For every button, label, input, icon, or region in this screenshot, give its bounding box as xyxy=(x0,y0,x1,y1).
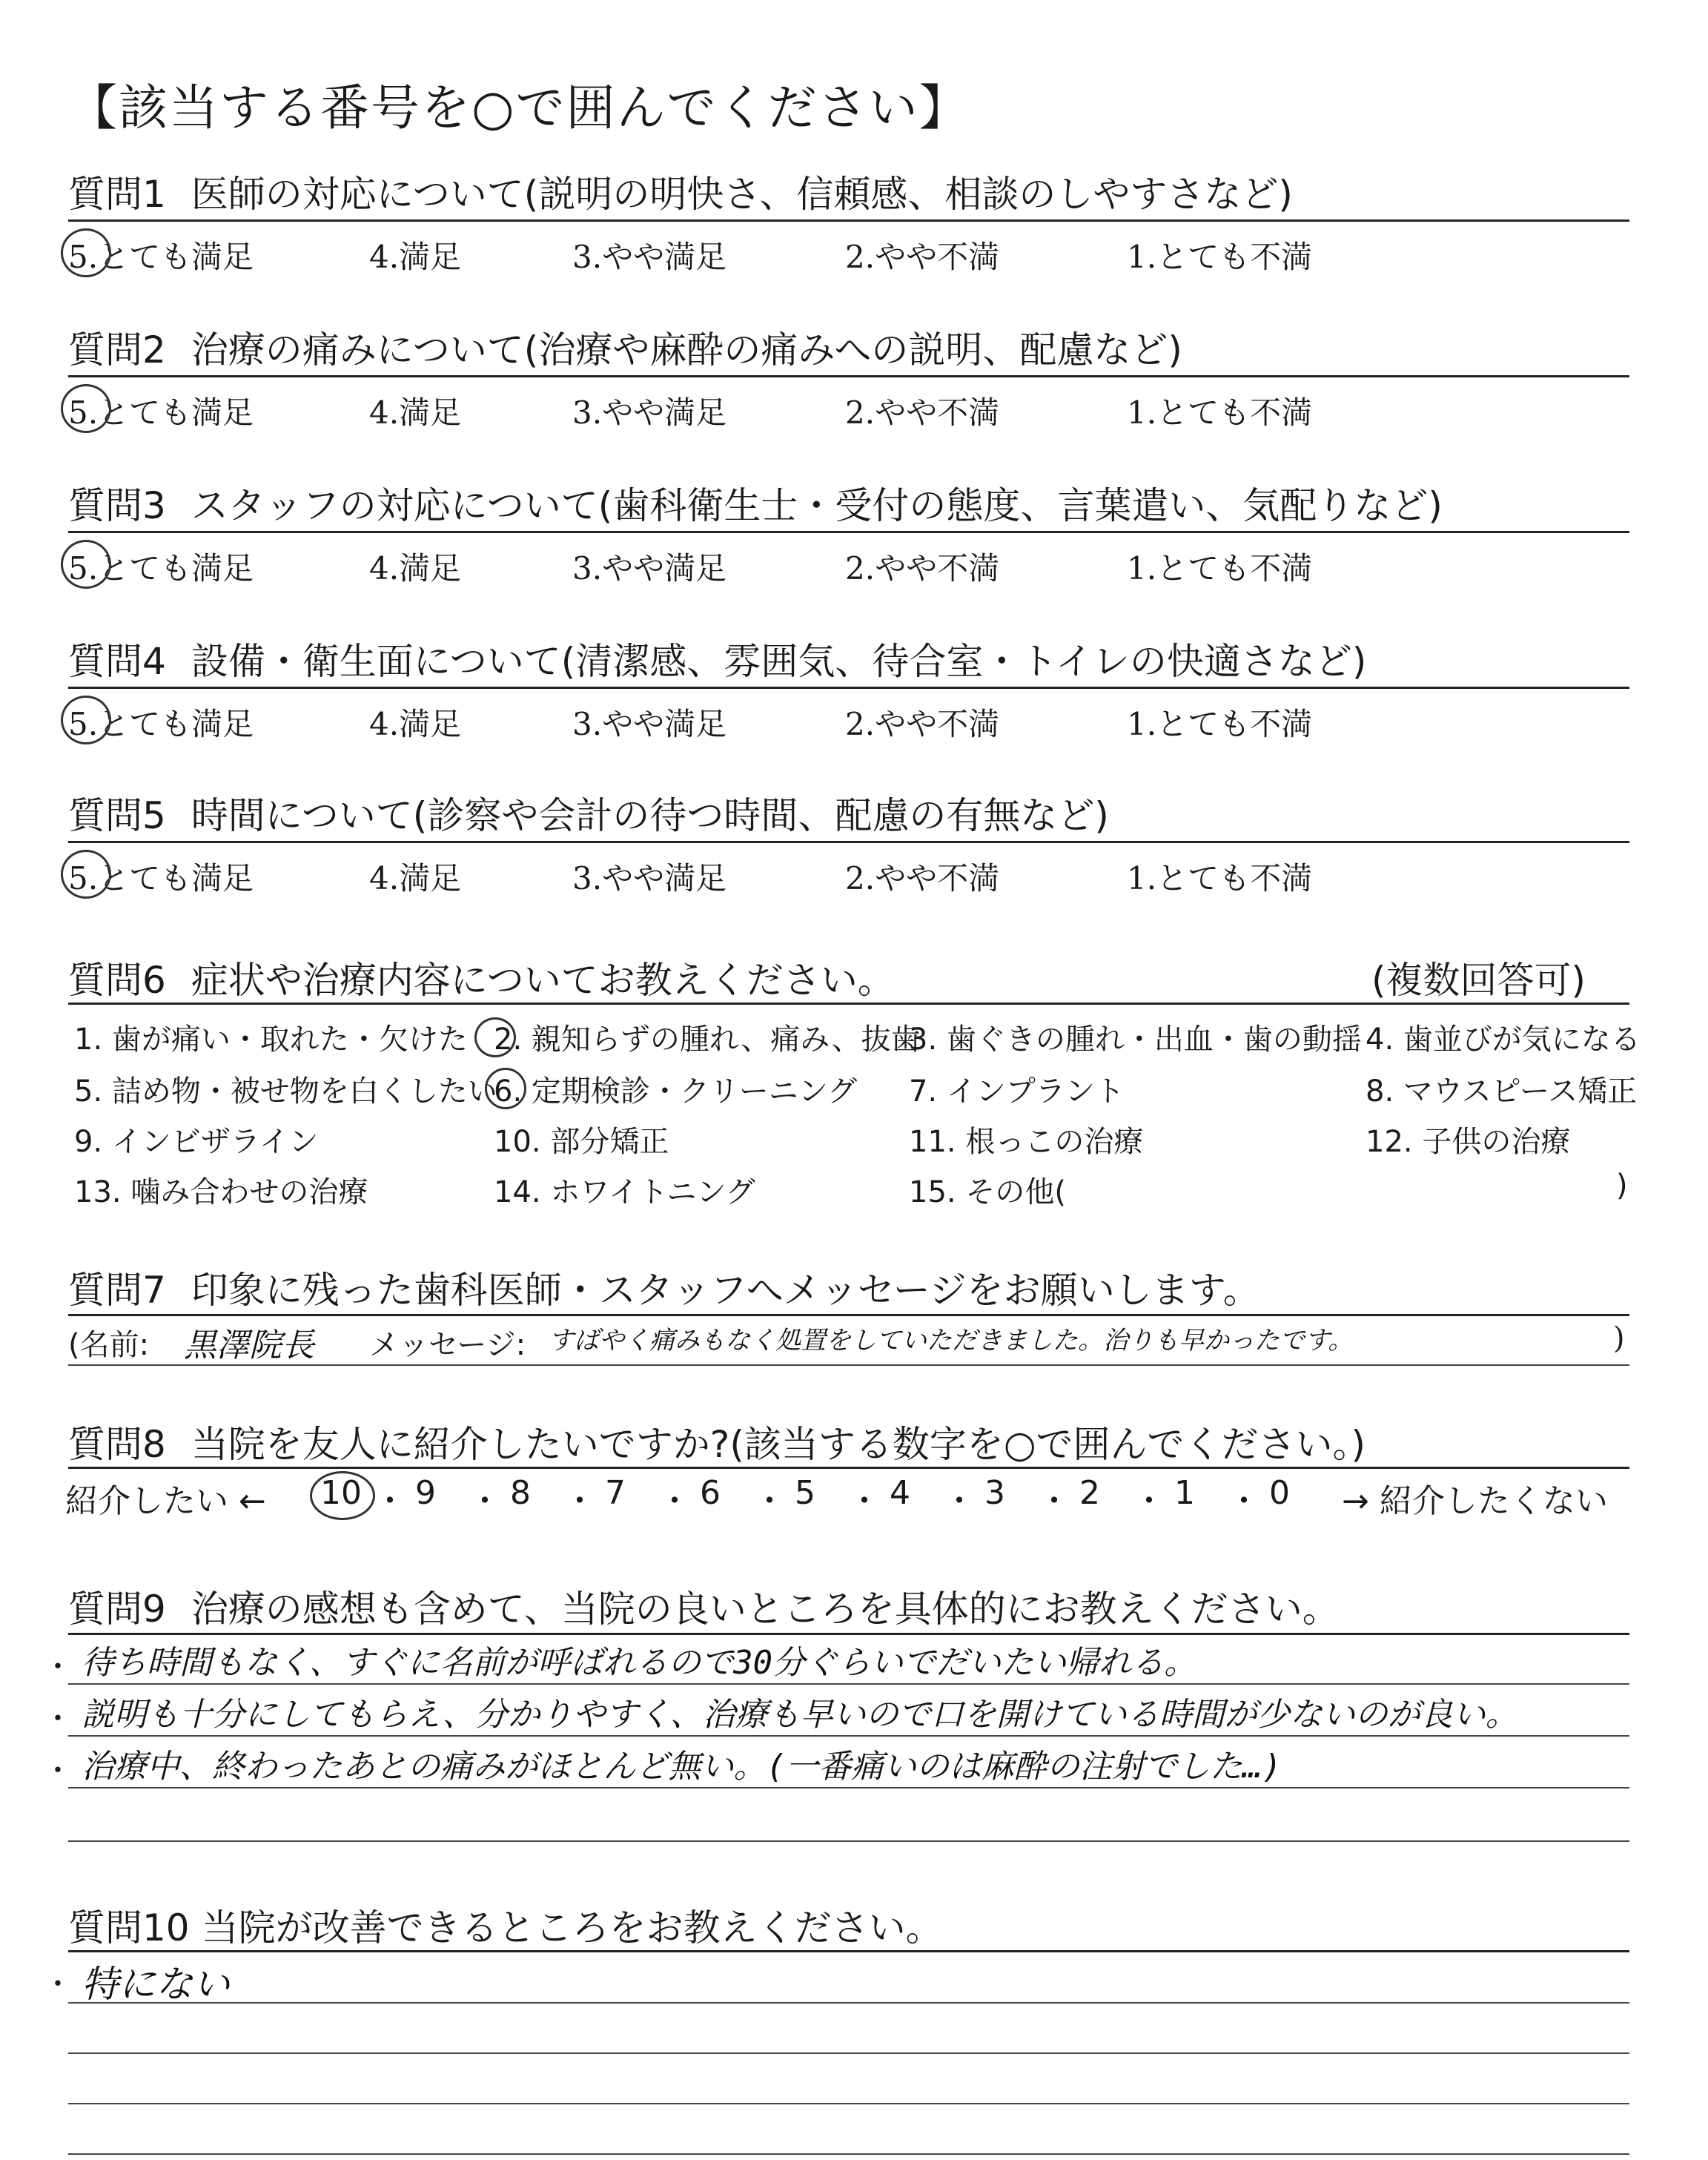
q9-rule xyxy=(68,1633,1629,1635)
q1-option[interactable]: 3.やや満足 xyxy=(572,239,727,275)
q9-answer-line xyxy=(68,1787,1629,1789)
q6-option[interactable]: 15. その他( xyxy=(909,1175,1066,1209)
q6-selected-circle-2 xyxy=(474,1017,516,1057)
q10-answer[interactable]: 特にない xyxy=(82,1963,230,2006)
q6-text: 症状や治療内容についてお教えください。 xyxy=(191,959,895,1002)
q4-option[interactable]: 1.とても不満 xyxy=(1127,706,1313,742)
q9-answer[interactable]: 説明も十分にしてもらえ、分かりやすく、治療も早いので口を開けている時間が少ないのが良い。 xyxy=(82,1696,1518,1734)
q4-option[interactable]: 5.とても満足 xyxy=(68,706,254,742)
q3-rule xyxy=(68,531,1629,533)
q3-option[interactable]: 3.やや満足 xyxy=(572,550,727,587)
q9-bullet: ・ xyxy=(43,1702,73,1736)
q6-option[interactable]: 11. 根っこの治療 xyxy=(909,1125,1144,1159)
q5-rule xyxy=(68,841,1629,843)
q2-option[interactable]: 4.満足 xyxy=(369,394,462,431)
q6-option[interactable]: 8. マウスピース矯正 xyxy=(1366,1074,1638,1109)
q1-option[interactable]: 1.とても不満 xyxy=(1127,239,1313,275)
q10-text: 当院が改善できるところをお教えください。 xyxy=(201,1906,943,1949)
q7-message-value[interactable]: すばやく痛みもなく処置をしていただきました。治りも早かったです。 xyxy=(549,1326,1354,1355)
q3-selected-circle xyxy=(61,540,111,589)
q1-option[interactable]: 4.満足 xyxy=(369,239,462,275)
q1-number: 質問1 xyxy=(68,173,166,216)
q8-scale-option[interactable]: 10 xyxy=(320,1474,362,1512)
q8-scale-dot: ・ xyxy=(1038,1482,1070,1520)
q1-text: 医師の対応について(説明の明快さ、信頼感、相談のしやすさなど) xyxy=(191,173,1293,216)
q9-answer-line xyxy=(68,1840,1629,1842)
q7-text: 印象に残った歯科医師・スタッフへメッセージをお願いします。 xyxy=(191,1269,1260,1312)
q8-scale-dot: ・ xyxy=(943,1482,976,1520)
q9-bullet: ・ xyxy=(43,1650,73,1684)
q7-name-value[interactable]: 黒澤院長 xyxy=(184,1327,314,1364)
q6-number: 質問6 xyxy=(68,959,166,1002)
q1-rule xyxy=(68,219,1629,222)
q8-rule xyxy=(68,1467,1629,1469)
q8-heading xyxy=(68,1415,1366,1468)
q5-option[interactable]: 3.やや満足 xyxy=(572,860,727,896)
q5-heading xyxy=(68,786,1109,839)
q8-scale-option[interactable]: 2 xyxy=(1079,1474,1100,1512)
q6-option[interactable]: 13. 噛み合わせの治療 xyxy=(74,1175,368,1209)
q8-scale-dot: ・ xyxy=(469,1482,501,1520)
q6-note: (複数回答可) xyxy=(1371,959,1586,1002)
q7-number: 質問7 xyxy=(68,1269,166,1312)
q2-option[interactable]: 2.やや不満 xyxy=(845,394,1000,431)
q10-answer-line xyxy=(68,2002,1629,2004)
q1-option[interactable]: 2.やや不満 xyxy=(845,239,1000,275)
q4-option[interactable]: 4.満足 xyxy=(369,706,462,742)
q4-selected-circle xyxy=(61,696,111,744)
q7-rule xyxy=(68,1314,1629,1316)
q8-scale-option[interactable]: 5 xyxy=(795,1474,815,1512)
q5-option[interactable]: 2.やや不満 xyxy=(845,860,1000,896)
q8-scale-dot: ・ xyxy=(658,1482,691,1520)
q8-scale-dot: ・ xyxy=(1228,1482,1260,1520)
q8-scale-dot: ・ xyxy=(753,1482,786,1520)
q5-option[interactable]: 1.とても不満 xyxy=(1127,860,1313,896)
q5-number: 質問5 xyxy=(68,794,166,837)
q6-option[interactable]: 9. インビザライン xyxy=(74,1125,319,1159)
q5-option[interactable]: 5.とても満足 xyxy=(68,860,254,896)
q6-option[interactable]: 6. 定期検診・クリーニング xyxy=(494,1074,858,1109)
q2-selected-circle xyxy=(61,384,111,433)
q10-answer-line xyxy=(68,2153,1629,2155)
q3-option[interactable]: 2.やや不満 xyxy=(845,550,1000,587)
q2-text: 治療の痛みについて(治療や麻酔の痛みへの説明、配慮など) xyxy=(191,328,1182,371)
q2-option[interactable]: 1.とても不満 xyxy=(1127,394,1313,431)
q4-rule xyxy=(68,687,1629,689)
q6-option[interactable]: 3. 歯ぐきの腫れ・出血・歯の動揺 xyxy=(909,1023,1362,1057)
q8-right-label: → 紹介したくない xyxy=(1342,1482,1608,1520)
q5-option[interactable]: 4.満足 xyxy=(369,860,462,896)
q3-heading xyxy=(68,476,1443,529)
q8-scale-option[interactable]: 8 xyxy=(510,1474,531,1512)
q2-rule xyxy=(68,375,1629,377)
q4-text: 設備・衛生面について(清潔感、雰囲気、待合室・トイレの快適さなど) xyxy=(191,640,1367,683)
q8-selected-circle xyxy=(310,1471,375,1520)
q8-text: 当院を友人に紹介したいですか?(該当する数字を○で囲んでください。) xyxy=(191,1423,1366,1466)
q2-heading xyxy=(68,320,1182,374)
q10-answer-line xyxy=(68,2052,1629,2054)
q9-answer[interactable]: 治療中、終わったあとの痛みがほとんど無い。(一番痛いのは麻酔の注射でした…) xyxy=(82,1748,1282,1786)
q10-heading xyxy=(68,1898,943,1952)
q3-option[interactable]: 5.とても満足 xyxy=(68,550,254,587)
q3-text: スタッフの対応について(歯科衛生士・受付の態度、言葉遣い、気配りなど) xyxy=(191,484,1443,527)
q3-option[interactable]: 4.満足 xyxy=(369,550,462,587)
q7-close-paren: ) xyxy=(1613,1321,1625,1355)
q7-message-label: メッセージ: xyxy=(369,1328,526,1362)
q8-scale-option[interactable]: 6 xyxy=(700,1474,721,1512)
q6-option[interactable]: 12. 子供の治療 xyxy=(1366,1125,1571,1159)
q6-option[interactable]: 1. 歯が痛い・取れた・欠けた xyxy=(74,1023,468,1057)
q7-heading xyxy=(68,1261,1260,1314)
q2-option[interactable]: 5.とても満足 xyxy=(68,394,254,431)
q1-selected-circle xyxy=(61,228,111,277)
q8-scale-dot: ・ xyxy=(848,1482,881,1520)
q6-other-close: ) xyxy=(1616,1169,1628,1203)
q7-name-label: (名前: xyxy=(68,1328,150,1362)
q10-bullet: ・ xyxy=(43,1967,73,2001)
q9-bullet: ・ xyxy=(43,1754,73,1788)
q8-scale-option[interactable]: 4 xyxy=(890,1474,910,1512)
q4-option[interactable]: 3.やや満足 xyxy=(572,706,727,742)
q9-heading xyxy=(68,1579,1340,1633)
q8-scale-option[interactable]: 0 xyxy=(1269,1474,1290,1512)
q6-option[interactable]: 10. 部分矯正 xyxy=(494,1125,669,1159)
q3-number: 質問3 xyxy=(68,484,166,527)
q6-option[interactable]: 14. ホワイトニング xyxy=(494,1175,755,1209)
q8-scale-option[interactable]: 1 xyxy=(1174,1474,1195,1512)
q4-option[interactable]: 2.やや不満 xyxy=(845,706,1000,742)
q9-text: 治療の感想も含めて、当院の良いところを具体的にお教えください。 xyxy=(191,1588,1340,1631)
q6-selected-circle-6 xyxy=(485,1068,526,1109)
q9-number: 質問9 xyxy=(68,1588,166,1631)
q6-option[interactable]: 2. 親知らずの腫れ、痛み、抜歯 xyxy=(494,1023,921,1057)
q6-rule xyxy=(68,1003,1629,1005)
q5-selected-circle xyxy=(61,850,111,899)
q6-heading xyxy=(68,951,895,1004)
q4-number: 質問4 xyxy=(68,640,166,683)
q8-scale-option[interactable]: 3 xyxy=(984,1474,1005,1512)
q7-underline xyxy=(68,1364,1629,1366)
q8-number: 質問8 xyxy=(68,1423,166,1466)
q8-scale-dot: ・ xyxy=(374,1482,406,1520)
q8-scale-dot: ・ xyxy=(563,1482,596,1520)
q9-answer[interactable]: 待ち時間もなく、すぐに名前が呼ばれるので30分ぐらいでだいたい帰れる。 xyxy=(82,1644,1197,1682)
q10-answer-line xyxy=(68,2103,1629,2104)
q1-heading xyxy=(68,165,1293,218)
q6-option[interactable]: 4. 歯並びが気になる xyxy=(1366,1023,1641,1057)
q4-heading xyxy=(68,632,1366,685)
q9-answer-line xyxy=(68,1735,1629,1737)
q8-left-label: 紹介したい ← xyxy=(65,1482,266,1520)
q2-number: 質問2 xyxy=(68,328,166,371)
q3-option[interactable]: 1.とても不満 xyxy=(1127,550,1313,587)
q10-number: 質問10 xyxy=(68,1906,190,1949)
q8-scale-option[interactable]: 7 xyxy=(605,1474,626,1512)
q2-option[interactable]: 3.やや満足 xyxy=(572,394,727,431)
q8-scale-dot: ・ xyxy=(1133,1482,1165,1520)
q5-text: 時間について(診察や会計の待つ時間、配慮の有無など) xyxy=(191,794,1109,837)
q6-option[interactable]: 7. インプラント xyxy=(909,1074,1125,1109)
page-title: 【該当する番号を○で囲んでください】 xyxy=(68,79,970,136)
q8-scale-option[interactable]: 9 xyxy=(415,1474,436,1512)
q10-rule xyxy=(68,1950,1629,1952)
q1-option[interactable]: 5.とても満足 xyxy=(68,239,254,275)
q6-option[interactable]: 5. 詰め物・被せ物を白くしたい xyxy=(74,1074,497,1109)
q9-answer-line xyxy=(68,1683,1629,1685)
